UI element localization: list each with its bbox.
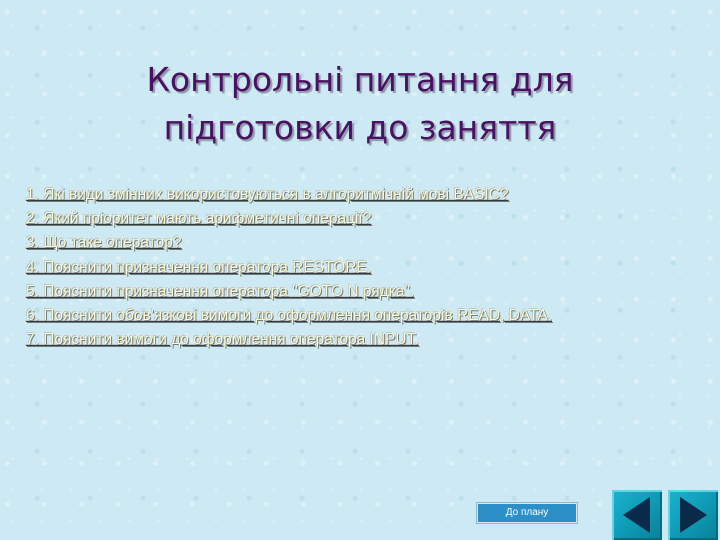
to-plan-button[interactable]: До плану	[477, 503, 577, 523]
question-link-4[interactable]: 4. Пояснити призначення оператора RESTORE.	[26, 258, 372, 276]
previous-slide-button[interactable]	[612, 490, 662, 540]
triangle-left-icon	[612, 490, 662, 540]
question-item[interactable]	[26, 207, 552, 231]
slide-title	[60, 56, 660, 152]
question-item[interactable]	[26, 231, 552, 255]
next-slide-button[interactable]	[668, 490, 718, 540]
question-item[interactable]	[26, 304, 552, 328]
question-item[interactable]	[26, 280, 552, 304]
question-item[interactable]	[26, 328, 552, 352]
question-link-6[interactable]: 6. Пояснити обов'язкові вимоги до оформлення операторів READ, DATA.	[26, 307, 553, 325]
title-line-1: Контрольні питання для	[146, 60, 574, 99]
title-line-2: підготовки до заняття	[163, 108, 557, 147]
question-link-5[interactable]: 5. Пояснити призначення оператора "GOTO N рядка".	[26, 282, 415, 300]
question-link-2[interactable]: 2. Який пріоритет мають арифметичні операції?	[26, 210, 372, 228]
question-link-7[interactable]: 7. Пояснити вимоги до оформлення оператора INPUT.	[26, 331, 419, 349]
question-item[interactable]	[26, 183, 552, 207]
triangle-right-icon	[668, 490, 718, 540]
question-link-3[interactable]: 3. Що таке оператор?	[26, 234, 182, 252]
question-list	[26, 183, 552, 352]
question-link-1[interactable]: 1. Які види змінних використовуються в алгоритмічній мові BASIC?	[26, 186, 509, 203]
question-item[interactable]	[26, 256, 552, 280]
